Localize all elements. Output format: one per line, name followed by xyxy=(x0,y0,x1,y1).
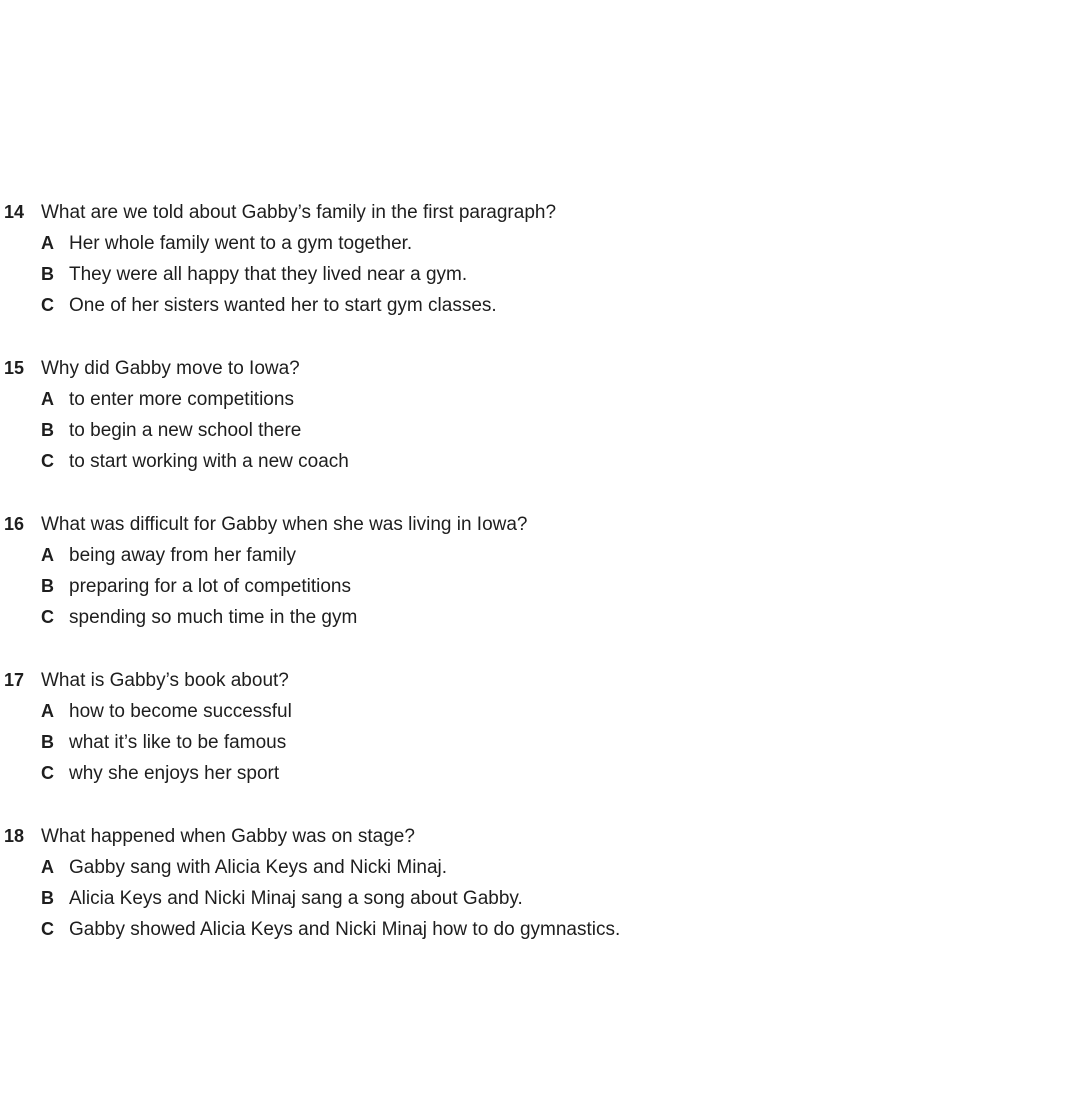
question-16 xyxy=(0,509,760,665)
option-text: spending so much time in the gym xyxy=(69,607,358,628)
option-letter: B xyxy=(41,888,54,908)
answer-option-c[interactable] xyxy=(0,758,760,789)
option-letter: B xyxy=(41,732,54,752)
option-letter: C xyxy=(41,607,54,627)
option-text: Her whole family went to a gym together. xyxy=(69,233,413,254)
question-stem xyxy=(0,353,760,384)
option-letter: A xyxy=(41,545,54,565)
answer-option-b[interactable] xyxy=(0,727,760,758)
option-text: why she enjoys her sport xyxy=(69,763,280,784)
question-text: What was difficult for Gabby when she was living in Iowa? xyxy=(41,514,528,535)
question-stem xyxy=(0,197,760,228)
option-text: Alicia Keys and Nicki Minaj sang a song about Gabby. xyxy=(69,888,523,909)
answer-option-b[interactable] xyxy=(0,259,760,290)
option-letter: C xyxy=(41,451,54,471)
question-text: What happened when Gabby was on stage? xyxy=(41,826,415,847)
question-17 xyxy=(0,665,760,821)
option-text: They were all happy that they lived near a gym. xyxy=(69,264,468,285)
question-list xyxy=(0,197,760,977)
option-letter: A xyxy=(41,701,54,721)
question-number: 14 xyxy=(4,202,25,222)
option-text: how to become successful xyxy=(69,701,292,722)
question-text: What are we told about Gabby’s family in the first paragraph? xyxy=(41,202,557,223)
question-number: 17 xyxy=(4,670,25,690)
option-text: being away from her family xyxy=(69,545,297,566)
option-letter: C xyxy=(41,295,54,315)
answer-option-a[interactable] xyxy=(0,852,760,883)
question-number: 16 xyxy=(4,514,25,534)
question-text: Why did Gabby move to Iowa? xyxy=(41,358,300,379)
option-text: to enter more competitions xyxy=(69,389,294,410)
option-letter: C xyxy=(41,763,54,783)
question-text: What is Gabby’s book about? xyxy=(41,670,289,691)
question-stem xyxy=(0,821,760,852)
question-number: 18 xyxy=(4,826,25,846)
option-letter: B xyxy=(41,576,54,596)
option-letter: B xyxy=(41,264,54,284)
option-text: to begin a new school there xyxy=(69,420,302,441)
option-text: what it’s like to be famous xyxy=(69,732,287,753)
question-stem xyxy=(0,665,760,696)
answer-option-c[interactable] xyxy=(0,446,760,477)
option-text: One of her sisters wanted her to start gym classes. xyxy=(69,295,497,316)
option-letter: A xyxy=(41,389,54,409)
option-text: to start working with a new coach xyxy=(69,451,349,472)
option-text: preparing for a lot of competitions xyxy=(69,576,351,597)
question-stem xyxy=(0,509,760,540)
option-letter: B xyxy=(41,420,54,440)
option-text: Gabby showed Alicia Keys and Nicki Minaj how to do gymnastics. xyxy=(69,919,621,940)
option-letter: A xyxy=(41,233,54,253)
answer-option-a[interactable] xyxy=(0,540,760,571)
question-15 xyxy=(0,353,760,509)
answer-option-b[interactable] xyxy=(0,415,760,446)
answer-option-c[interactable] xyxy=(0,602,760,633)
question-number: 15 xyxy=(4,358,25,378)
answer-option-a[interactable] xyxy=(0,228,760,259)
answer-option-a[interactable] xyxy=(0,384,760,415)
answer-option-c[interactable] xyxy=(0,914,760,945)
option-letter: A xyxy=(41,857,54,877)
answer-option-a[interactable] xyxy=(0,696,760,727)
option-text: Gabby sang with Alicia Keys and Nicki Minaj. xyxy=(69,857,448,878)
answer-option-b[interactable] xyxy=(0,883,760,914)
answer-option-c[interactable] xyxy=(0,290,760,321)
question-14 xyxy=(0,197,760,353)
answer-option-b[interactable] xyxy=(0,571,760,602)
question-18 xyxy=(0,821,760,977)
option-letter: C xyxy=(41,919,54,939)
